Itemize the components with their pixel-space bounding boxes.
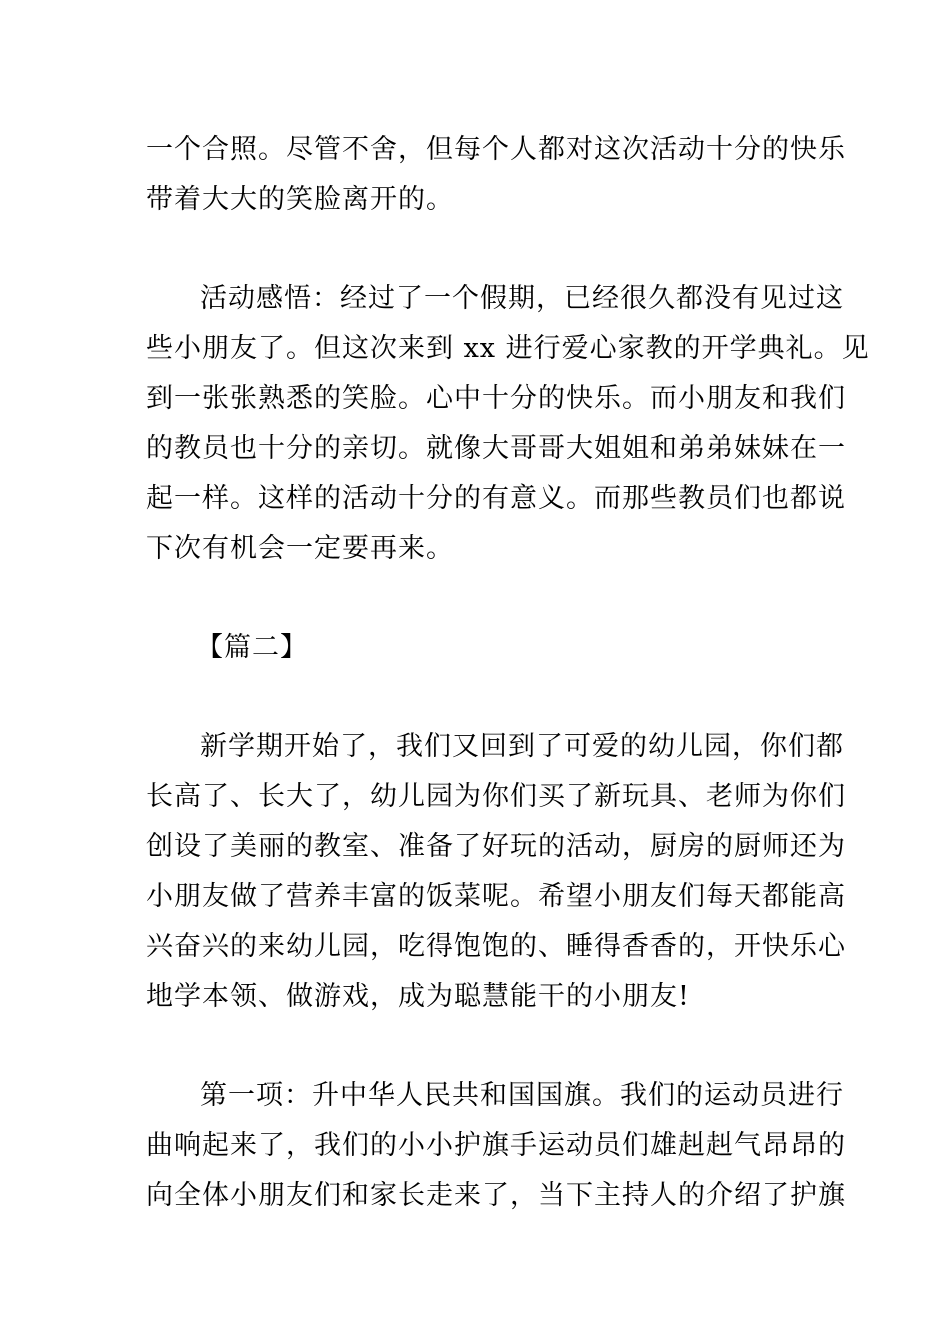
- paragraph-3-line-4: 小朋友做了营养丰富的饭菜呢。希望小朋友们每天都能高: [146, 881, 846, 912]
- paragraph-2-line-3: 到一张张熟悉的笑脸。心中十分的快乐。而小朋友和我们: [146, 383, 846, 414]
- paragraph-3-line-1: 新学期开始了，我们又回到了可爱的幼儿园，你们都: [200, 731, 844, 762]
- paragraph-3-line-5: 兴奋兴的来幼儿园，吃得饱饱的、睡得香香的，开快乐心: [146, 931, 846, 962]
- paragraph-3-line-6: 地学本领、做游戏，成为聪慧能干的小朋友!: [146, 981, 690, 1012]
- section-heading: 【篇二】: [196, 632, 308, 663]
- paragraph-1-line-2: 带着大大的笑脸离开的。: [146, 184, 454, 215]
- paragraph-2-line-5: 起一样。这样的活动十分的有意义。而那些教员们也都说: [146, 483, 846, 514]
- paragraph-4-line-1: 第一项：升中华人民共和国国旗。我们的运动员进行: [200, 1080, 844, 1111]
- paragraph-2-line-4: 的教员也十分的亲切。就像大哥哥大姐姐和弟弟妹妹在一: [146, 433, 846, 464]
- paragraph-1-line-1: 一个合照。尽管不舍，但每个人都对这次活动十分的快乐: [146, 134, 846, 165]
- paragraph-3-line-2: 长高了、长大了，幼儿园为你们买了新玩具、老师为你们: [146, 781, 846, 812]
- paragraph-2-line-6: 下次有机会一定要再来。: [146, 533, 454, 564]
- paragraph-4-line-3: 向全体小朋友们和家长走来了，当下主持人的介绍了护旗: [146, 1180, 846, 1211]
- paragraph-2-line-1: 活动感悟：经过了一个假期，已经很久都没有见过这: [200, 283, 844, 314]
- paragraph-4-line-2: 曲响起来了，我们的小小护旗手运动员们雄赳赳气昂昂的: [146, 1130, 846, 1161]
- paragraph-3-line-3: 创设了美丽的教室、准备了好玩的活动，厨房的厨师还为: [146, 831, 846, 862]
- paragraph-2-line-2: 些小朋友了。但这次来到 xx 进行爱心家教的开学典礼。见: [146, 333, 870, 364]
